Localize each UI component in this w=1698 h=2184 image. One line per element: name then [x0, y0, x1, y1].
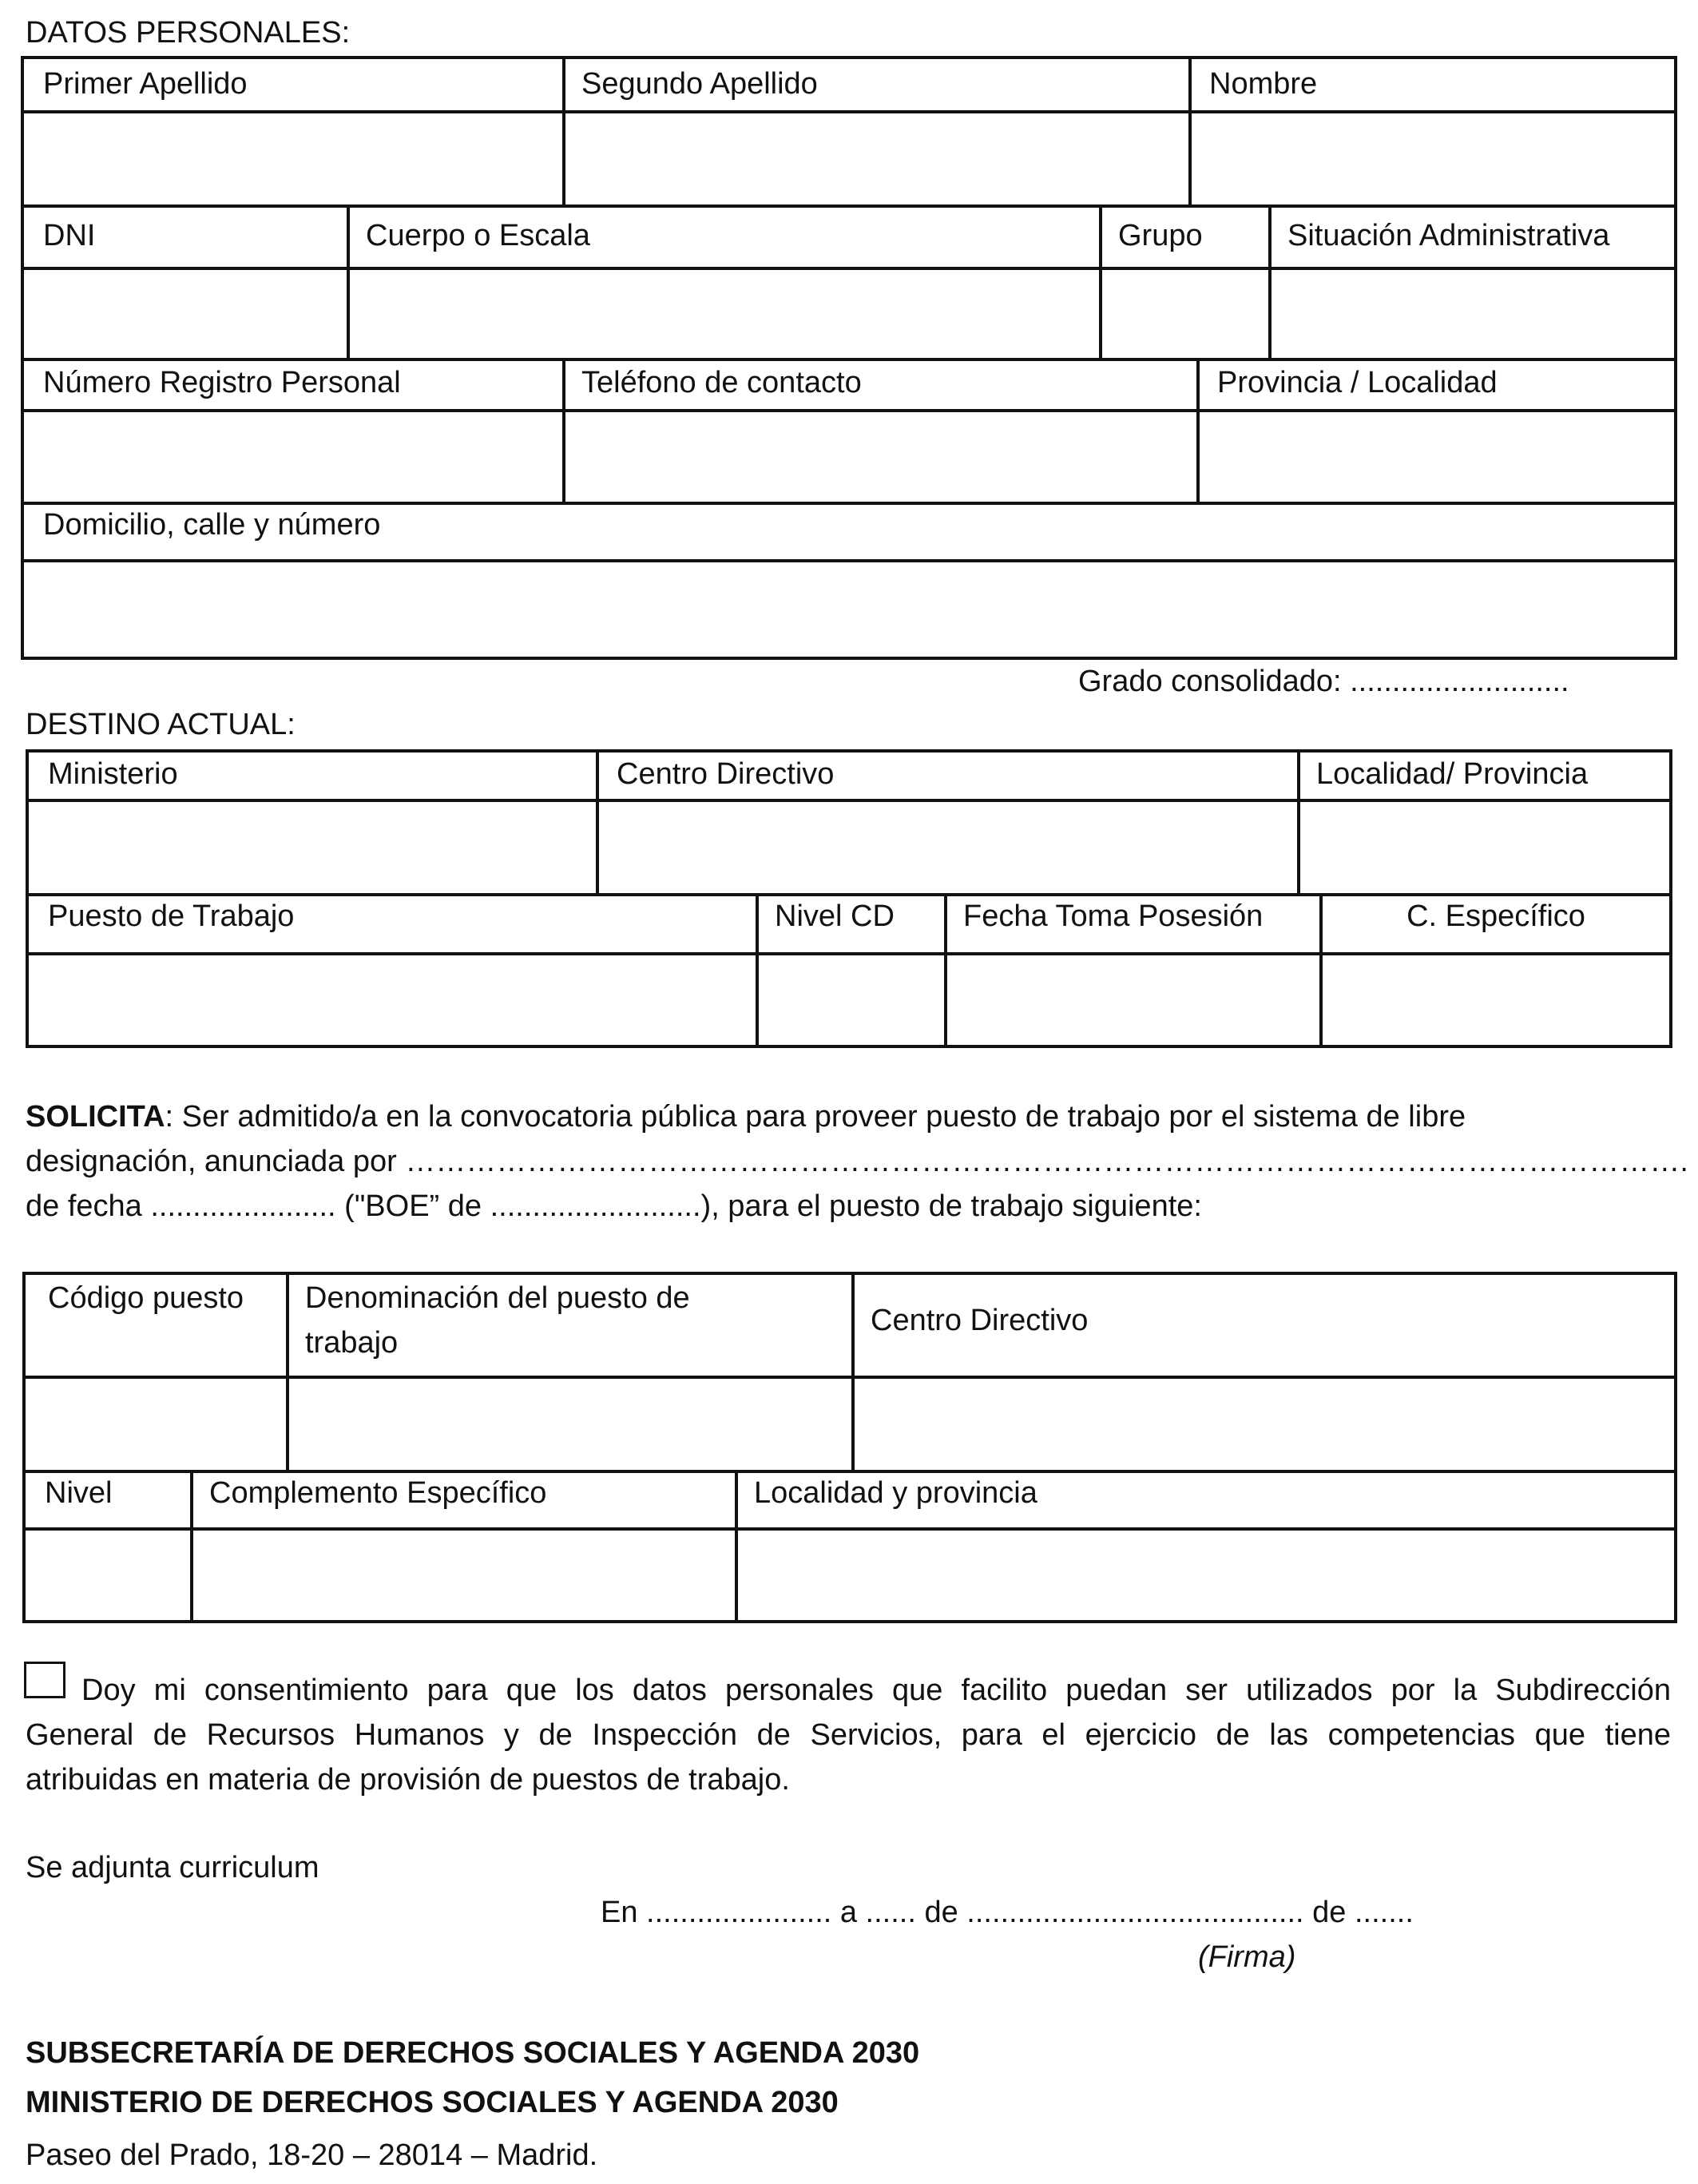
grupo-field[interactable] — [1102, 270, 1268, 358]
nivel-label: Nivel — [45, 1476, 113, 1510]
ministerio-label: Ministerio — [48, 757, 178, 791]
localidad-provincia-field[interactable] — [1300, 802, 1669, 893]
situacion-administrativa-field[interactable] — [1272, 270, 1674, 358]
consent-line-3: atribuidas en materia de provisión de puestos de trabajo. — [26, 1763, 790, 1797]
provincia-localidad-field[interactable] — [1200, 412, 1674, 502]
centro-directivo-field[interactable] — [855, 1379, 1674, 1470]
centro-directivo-label: Centro Directivo — [871, 1304, 1089, 1337]
nombre-label: Nombre — [1209, 67, 1318, 101]
lugar-fecha-line: En ...................... a ...... de ........................................ de ....... — [601, 1896, 1414, 1929]
grupo-label: Grupo — [1118, 219, 1203, 252]
complemento-especifico-field[interactable] — [1323, 955, 1669, 1045]
nivel-cd-label: Nivel CD — [775, 899, 895, 933]
row-divider — [24, 502, 1674, 505]
nombre-field[interactable] — [1192, 113, 1674, 205]
domicilio-label: Domicilio, calle y número — [43, 508, 381, 542]
centro-directivo-field[interactable] — [599, 802, 1297, 893]
situacion-administrativa-label: Situación Administrativa — [1287, 219, 1610, 252]
provincia-localidad-label: Provincia / Localidad — [1217, 366, 1498, 399]
puesto-trabajo-label: Puesto de Trabajo — [48, 899, 295, 933]
denominacion-puesto-field[interactable] — [289, 1379, 851, 1470]
ministerio-field[interactable] — [29, 802, 596, 893]
cuerpo-escala-field[interactable] — [350, 270, 1099, 358]
nivel-cd-field[interactable] — [759, 955, 944, 1045]
dni-label: DNI — [43, 219, 96, 252]
primer-apellido-label: Primer Apellido — [43, 67, 248, 101]
localidad-provincia-label: Localidad y provincia — [754, 1476, 1037, 1510]
datos-personales-table — [21, 56, 1677, 660]
datos-personales-title: DATOS PERSONALES: — [26, 16, 351, 50]
segundo-apellido-field[interactable] — [565, 113, 1188, 205]
fecha-toma-posesion-field[interactable] — [947, 955, 1319, 1045]
codigo-puesto-field[interactable] — [26, 1379, 286, 1470]
grado-consolidado: Grado consolidado: .......................... — [1078, 665, 1569, 698]
direccion-text: Paseo del Prado, 18-20 – 28014 – Madrid. — [26, 2138, 598, 2172]
row-divider — [24, 205, 1674, 208]
solicita-keyword: SOLICITA — [26, 1100, 165, 1134]
consent-line-1: Doy mi consentimiento para que los datos personales que facilito puedan ser utilizados por la Subdirección — [81, 1674, 1671, 1707]
solicita-line-1 — [26, 1094, 1466, 1139]
solicita-line-2: designación, anunciada por ………………………………………………………………………………………………………………. — [26, 1145, 1688, 1178]
row-divider — [24, 358, 1674, 361]
subsecretaria-heading: SUBSECRETARÍA DE DERECHOS SOCIALES Y AGENDA 2030 — [26, 2036, 920, 2070]
complemento-especifico-field[interactable] — [193, 1531, 735, 1620]
codigo-puesto-label: Código puesto — [48, 1281, 244, 1315]
dni-field[interactable] — [24, 270, 347, 358]
destino-actual-title: DESTINO ACTUAL: — [26, 708, 296, 741]
telefono-contacto-label: Teléfono de contacto — [581, 366, 862, 399]
centro-directivo-label: Centro Directivo — [617, 757, 835, 791]
domicilio-field[interactable] — [24, 562, 1674, 657]
cuerpo-escala-label: Cuerpo o Escala — [366, 219, 590, 252]
localidad-provincia-field[interactable] — [738, 1531, 1674, 1620]
firma-label: (Firma) — [1198, 1940, 1296, 1974]
nivel-field[interactable] — [26, 1531, 190, 1620]
solicita-text: : Ser admitido/a en la convocatoria pública para proveer puesto de trabajo por el sistema de libre — [165, 1100, 1466, 1134]
row-divider — [29, 893, 1669, 896]
puesto-trabajo-field[interactable] — [29, 955, 756, 1045]
puesto-solicitado-table — [22, 1272, 1677, 1623]
ministerio-heading: MINISTERIO DE DERECHOS SOCIALES Y AGENDA 2030 — [26, 2086, 839, 2119]
row-divider — [26, 1470, 1674, 1473]
destino-actual-table — [26, 749, 1672, 1048]
numero-registro-personal-field[interactable] — [24, 412, 562, 502]
complemento-especifico-label: C. Específico — [1406, 899, 1585, 933]
primer-apellido-field[interactable] — [24, 113, 562, 205]
numero-registro-personal-label: Número Registro Personal — [43, 366, 401, 399]
consent-checkbox[interactable] — [24, 1662, 65, 1698]
denominacion-puesto-label-line-2: trabajo — [305, 1326, 399, 1360]
complemento-especifico-label: Complemento Específico — [209, 1476, 547, 1510]
fecha-toma-posesion-label: Fecha Toma Posesión — [963, 899, 1264, 933]
adjunta-curriculum: Se adjunta curriculum — [26, 1851, 319, 1884]
consent-line-2: General de Recursos Humanos y de Inspección de Servicios, para el ejercicio de las competencias que tiene — [26, 1718, 1671, 1752]
denominacion-puesto-label: Denominación del puesto de — [305, 1281, 690, 1315]
localidad-provincia-label: Localidad/ Provincia — [1316, 757, 1589, 791]
telefono-contacto-field[interactable] — [565, 412, 1196, 502]
solicita-line-3: de fecha ...................... ("BOE” de .........................), para el puesto de trabajo siguiente: — [26, 1189, 1202, 1223]
segundo-apellido-label: Segundo Apellido — [581, 67, 818, 101]
